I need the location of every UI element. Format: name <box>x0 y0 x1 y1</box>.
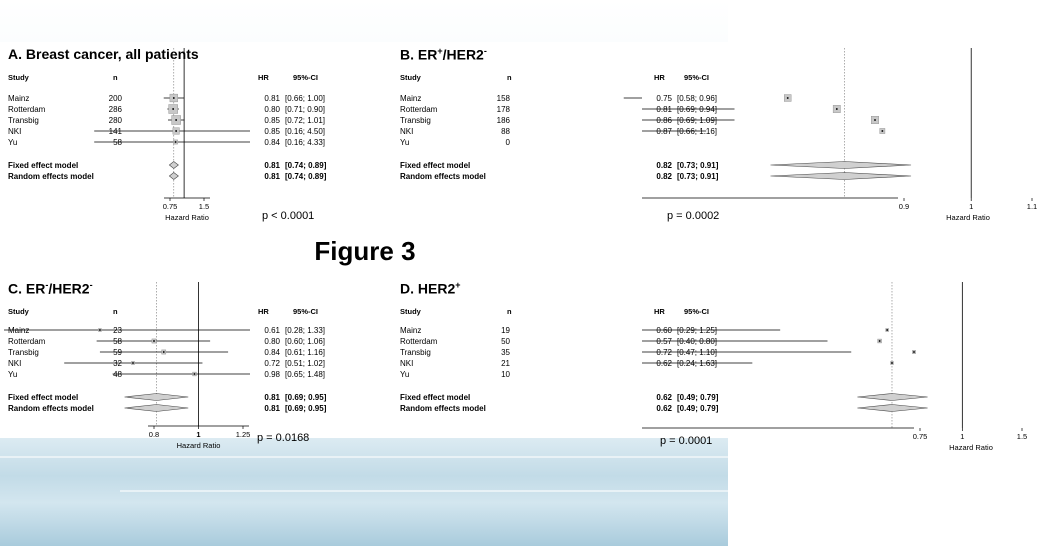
study-hr-point <box>153 340 155 342</box>
study-ci: [0.71; 0.90] <box>285 105 326 114</box>
study-hr: 0.87 <box>656 127 672 136</box>
study-ci: [0.66; 1.16] <box>677 127 718 136</box>
study-ci: [0.69; 0.94] <box>677 105 718 114</box>
column-header-n: n <box>113 73 118 82</box>
title-superscript: - <box>483 46 487 56</box>
study-n: 286 <box>108 105 122 114</box>
column-header-hr: HR <box>258 73 269 82</box>
study-hr-point <box>874 119 876 121</box>
top-band <box>0 0 728 42</box>
study-ci: [0.47; 1.10] <box>677 348 718 357</box>
fixed-effect-diamond <box>169 162 178 169</box>
random-effects-label: Random effects model <box>8 172 94 181</box>
study-hr-point <box>175 130 177 132</box>
study-name: Rotterdam <box>8 105 46 114</box>
study-hr: 0.60 <box>656 326 672 335</box>
forest-panel-er-pos-her2-neg <box>392 46 1037 244</box>
random-effects-ci: [0.69; 0.95] <box>285 404 327 413</box>
column-header-n: n <box>507 73 512 82</box>
study-name: Rotterdam <box>8 337 46 346</box>
study-hr: 0.80 <box>264 105 280 114</box>
title-superscript: - <box>45 280 49 290</box>
study-name: NKI <box>8 127 22 136</box>
study-n: 48 <box>113 370 122 379</box>
study-hr: 0.84 <box>264 138 280 147</box>
study-name: Yu <box>8 138 18 147</box>
title-text: D. HER2 <box>400 280 456 297</box>
random-effects-label: Random effects model <box>400 404 486 413</box>
p-value: p = 0.0168 <box>257 432 310 444</box>
study-hr-point <box>194 373 196 375</box>
study-hr: 0.57 <box>656 337 672 346</box>
study-name: Rotterdam <box>400 105 438 114</box>
study-ci: [0.28; 1.33] <box>285 326 326 335</box>
study-name: Mainz <box>8 94 30 103</box>
fixed-effect-label: Fixed effect model <box>8 161 79 170</box>
p-value: p = 0.0002 <box>667 210 720 222</box>
study-n: 21 <box>501 359 510 368</box>
x-tick-label: 0.9 <box>898 202 910 211</box>
x-tick-label: 1 <box>969 202 974 211</box>
fixed-effect-hr: 0.81 <box>264 393 280 402</box>
random-effects-label: Random effects model <box>400 172 486 181</box>
x-tick-label: 1.5 <box>1016 432 1028 441</box>
forest-panel-her2-pos <box>392 280 1028 478</box>
study-ci: [0.16; 4.33] <box>285 138 326 147</box>
study-name: Transbig <box>8 348 39 357</box>
column-header-ci: 95%-CI <box>293 307 319 316</box>
random-effects-hr: 0.81 <box>264 404 280 413</box>
study-ci: [0.60; 1.06] <box>285 337 326 346</box>
study-hr-point <box>172 108 174 110</box>
study-hr: 0.72 <box>656 348 672 357</box>
x-tick-label: 0.75 <box>162 202 178 211</box>
study-n: 59 <box>113 348 122 357</box>
study-n: 35 <box>501 348 510 357</box>
study-n: 23 <box>113 326 122 335</box>
study-ci: [0.16; 4.50] <box>285 127 326 136</box>
study-hr: 0.84 <box>264 348 280 357</box>
study-hr-point <box>163 351 165 353</box>
study-name: Yu <box>400 370 410 379</box>
study-hr-point <box>913 351 915 353</box>
study-hr-point <box>173 97 175 99</box>
study-name: NKI <box>8 359 22 368</box>
study-ci: [0.29; 1.25] <box>677 326 718 335</box>
column-header-ci: 95%-CI <box>684 73 710 82</box>
study-ci: [0.72; 1.01] <box>285 116 326 125</box>
study-ci: [0.24; 1.63] <box>677 359 718 368</box>
title-text: B. ER <box>400 46 438 63</box>
x-tick-label: 1.1 <box>1026 202 1037 211</box>
study-ci: [0.65; 1.48] <box>285 370 326 379</box>
column-header-hr: HR <box>654 307 665 316</box>
column-header-n: n <box>113 307 118 316</box>
x-tick-label: 1 <box>960 432 965 441</box>
study-n: 32 <box>113 359 122 368</box>
fixed-effect-diamond <box>770 162 911 169</box>
fixed-effect-ci: [0.49; 0.79] <box>677 393 719 402</box>
fixed-effect-hr: 0.62 <box>656 393 672 402</box>
x-axis-label: Hazard Ratio <box>946 213 990 222</box>
study-hr-point <box>132 362 134 364</box>
fixed-effect-label: Fixed effect model <box>8 393 79 402</box>
fixed-effect-label: Fixed effect model <box>400 393 471 402</box>
x-tick-label: 1.25 <box>235 430 251 439</box>
study-hr-point <box>836 108 838 110</box>
study-n: 200 <box>108 94 122 103</box>
title-text: A. Breast cancer, all patients <box>8 46 199 62</box>
x-axis-label: Hazard Ratio <box>949 443 993 452</box>
study-hr-point <box>891 362 893 364</box>
study-hr: 0.85 <box>264 127 280 136</box>
study-hr-point <box>886 329 888 331</box>
study-hr-point <box>879 340 881 342</box>
random-effects-hr: 0.81 <box>264 172 280 181</box>
random-effects-hr: 0.82 <box>656 172 672 181</box>
p-value: p = 0.0001 <box>660 435 713 447</box>
study-name: Yu <box>8 370 18 379</box>
study-n: 280 <box>108 116 122 125</box>
study-n: 19 <box>501 326 510 335</box>
study-n: 186 <box>496 116 510 125</box>
column-header-hr: HR <box>654 73 665 82</box>
study-name: Transbig <box>400 348 431 357</box>
study-n: 141 <box>108 127 122 136</box>
title-text: C. ER <box>8 280 46 297</box>
study-hr-point <box>175 141 177 143</box>
random-effects-diamond <box>770 173 911 180</box>
study-ci: [0.51; 1.02] <box>285 359 326 368</box>
title-superscript: + <box>437 46 443 56</box>
study-hr-point <box>787 97 789 99</box>
study-ci: [0.66; 1.00] <box>285 94 326 103</box>
figure-title: Figure 3 <box>314 236 416 266</box>
fixed-effect-label: Fixed effect model <box>400 161 471 170</box>
study-hr: 0.81 <box>264 94 280 103</box>
random-effects-diamond <box>857 405 927 412</box>
title-text: /HER2 <box>48 280 90 297</box>
random-effects-ci: [0.49; 0.79] <box>677 404 719 413</box>
study-hr: 0.75 <box>656 94 672 103</box>
study-ci: [0.40; 0.80] <box>677 337 718 346</box>
title-superscript: - <box>89 280 93 290</box>
fixed-effect-ci: [0.73; 0.91] <box>677 161 719 170</box>
x-tick-label: 0.8 <box>148 430 160 439</box>
x-axis-label: Hazard Ratio <box>176 441 221 450</box>
x-tick-label: 1 <box>196 430 201 439</box>
random-effects-label: Random effects model <box>8 404 94 413</box>
fixed-effect-ci: [0.69; 0.95] <box>285 393 327 402</box>
study-ci: [0.69; 1.09] <box>677 116 718 125</box>
random-effects-ci: [0.73; 0.91] <box>677 172 719 181</box>
study-hr-point <box>99 329 101 331</box>
forest-panel-er-neg-her2-neg <box>0 280 364 478</box>
title-superscript: + <box>455 280 461 290</box>
study-n: 58 <box>113 337 122 346</box>
study-hr-point <box>175 119 177 121</box>
column-header-study: Study <box>8 73 29 82</box>
study-hr: 0.98 <box>264 370 280 379</box>
column-header-ci: 95%-CI <box>293 73 319 82</box>
column-header-ci: 95%-CI <box>684 307 710 316</box>
study-name: Mainz <box>8 326 30 335</box>
study-name: Yu <box>400 138 410 147</box>
fixed-effect-diamond <box>857 394 927 401</box>
study-name: Mainz <box>400 326 422 335</box>
study-hr: 0.85 <box>264 116 280 125</box>
study-n: 0 <box>505 138 510 147</box>
random-effects-diamond <box>169 173 178 180</box>
study-ci: [0.61; 1.16] <box>285 348 326 357</box>
study-name: NKI <box>400 127 414 136</box>
p-value: p < 0.0001 <box>262 210 315 222</box>
random-effects-diamond <box>125 405 189 412</box>
study-n: 50 <box>501 337 510 346</box>
study-n: 178 <box>496 105 510 114</box>
study-hr: 0.72 <box>264 359 280 368</box>
study-hr: 0.61 <box>264 326 280 335</box>
forest-plot-graphic <box>392 280 756 478</box>
column-header-study: Study <box>400 307 421 316</box>
x-tick-label: 1.5 <box>198 202 210 211</box>
band-streak <box>120 490 728 492</box>
fixed-effect-hr: 0.81 <box>264 161 280 170</box>
study-name: Transbig <box>8 116 39 125</box>
x-tick-label: 0.75 <box>912 432 928 441</box>
study-ci: [0.58; 0.96] <box>677 94 718 103</box>
column-header-hr: HR <box>258 307 269 316</box>
study-hr: 0.81 <box>656 105 672 114</box>
random-effects-ci: [0.74; 0.89] <box>285 172 327 181</box>
forest-panel-breast-cancer-all <box>0 46 364 244</box>
fixed-effect-diamond <box>125 394 189 401</box>
study-n: 58 <box>113 138 122 147</box>
column-header-study: Study <box>400 73 421 82</box>
study-n: 10 <box>501 370 510 379</box>
x-axis-label: Hazard Ratio <box>165 213 209 222</box>
study-name: NKI <box>400 359 414 368</box>
study-hr-point <box>882 130 884 132</box>
column-header-study: Study <box>8 307 29 316</box>
title-text: /HER2 <box>442 46 484 63</box>
study-name: Rotterdam <box>400 337 438 346</box>
fixed-effect-ci: [0.74; 0.89] <box>285 161 327 170</box>
study-name: Transbig <box>400 116 431 125</box>
study-n: 88 <box>501 127 510 136</box>
study-hr: 0.62 <box>656 359 672 368</box>
random-effects-hr: 0.62 <box>656 404 672 413</box>
fixed-effect-hr: 0.82 <box>656 161 672 170</box>
study-name: Mainz <box>400 94 422 103</box>
column-header-n: n <box>507 307 512 316</box>
study-n: 158 <box>496 94 510 103</box>
study-hr: 0.86 <box>656 116 672 125</box>
study-hr: 0.80 <box>264 337 280 346</box>
